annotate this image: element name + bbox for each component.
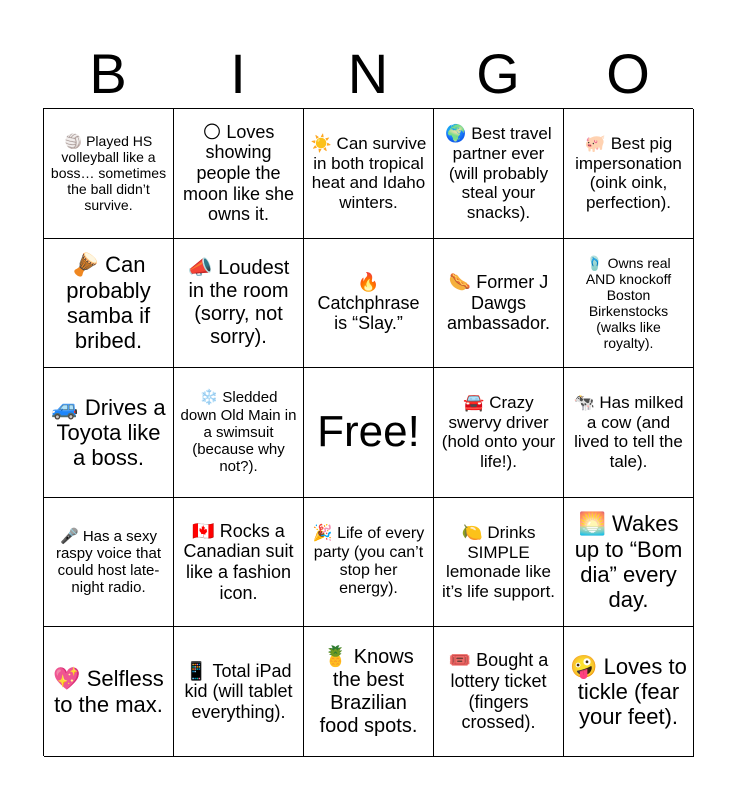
bingo-cell[interactable] [174, 109, 304, 239]
header-letter-o: O [606, 42, 650, 105]
bingo-cell[interactable] [564, 239, 694, 369]
cell-text: 🇨🇦 Rocks a Canadian suit like a fashion icon. [183, 520, 294, 603]
bingo-cell[interactable] [564, 109, 694, 239]
bingo-cell[interactable] [174, 239, 304, 369]
cell-text: 💖 Selfless to the max. [53, 666, 164, 717]
cell-text: 🐖 Best pig impersonation (oink oink, perfection). [575, 134, 682, 212]
bingo-cell[interactable] [304, 239, 434, 369]
header-letter-i: I [230, 42, 246, 105]
cell-text: 🌭 Former J Dawgs ambassador. [446, 271, 551, 334]
cell-text: 🎤 Has a sexy raspy voice that could host late-night radio. [55, 527, 162, 597]
cell-text: 🔥 Catchphrase is “Slay.” [317, 271, 420, 334]
cell-text: 🌅 Wakes up to “Bom dia” every day. [574, 511, 683, 613]
bingo-cell[interactable] [304, 109, 434, 239]
cell-text: 🏐 Played HS volleyball like a boss… sometimes the ball didn’t survive. [50, 133, 167, 214]
bingo-cell[interactable] [44, 239, 174, 369]
cell-text: 🚙 Drives a Toyota like a boss. [51, 394, 166, 471]
bingo-cell[interactable] [304, 498, 434, 628]
cell-text: ☀️ Can survive in both tropical heat and Idaho winters. [310, 134, 427, 212]
bingo-cell[interactable] [564, 627, 694, 757]
bingo-cell[interactable] [304, 627, 434, 757]
header-letter-n: N [347, 42, 389, 105]
cell-text: 📣 Loudest in the room (sorry, not sorry). [187, 256, 290, 348]
cell-text: ❄️ Sledded down Old Main in a swimsuit (because why not?). [180, 389, 297, 476]
bingo-cell[interactable] [434, 627, 564, 757]
bingo-cell[interactable] [564, 498, 694, 628]
bingo-cell[interactable] [434, 239, 564, 369]
cell-text: 🪘 Can probably samba if bribed. [66, 252, 151, 354]
bingo-cell[interactable] [174, 498, 304, 628]
free-space-label: Free! [317, 407, 420, 457]
cell-text: 🚘 Crazy swervy driver (hold onto your life!). [441, 393, 556, 472]
free-space-cell[interactable] [304, 368, 434, 498]
header-letter-g: G [476, 42, 520, 105]
cell-text: 🎟️ Bought a lottery ticket (fingers crossed). [448, 650, 549, 733]
bingo-cell[interactable] [174, 627, 304, 757]
bingo-cell[interactable] [44, 627, 174, 757]
bingo-cell[interactable] [434, 368, 564, 498]
cell-text: 🌍 Best travel partner ever (will probably steal your snacks). [445, 124, 552, 222]
bingo-cell[interactable] [434, 498, 564, 628]
bingo-cell[interactable] [44, 368, 174, 498]
cell-text: 📱 Total iPad kid (will tablet everything). [184, 660, 293, 723]
cell-text: 🐄 Has milked a cow (and lived to tell the tale). [573, 393, 684, 472]
bingo-grid [43, 108, 693, 756]
bingo-cell[interactable] [564, 368, 694, 498]
bingo-cell[interactable] [434, 109, 564, 239]
bingo-cell[interactable] [174, 368, 304, 498]
cell-text: 🤪 Loves to tickle (fear your feet). [570, 653, 687, 730]
cell-text: 🩴 Owns real AND knockoff Boston Birkenstocks (walks like royalty). [585, 254, 672, 352]
bingo-cell[interactable] [44, 498, 174, 628]
cell-text: 🌕 Loves showing people the moon like she owns it. [182, 121, 295, 225]
cell-text: 🎉 Life of every party (you can’t stop her energy). [312, 525, 425, 598]
header-letter-b: B [89, 42, 127, 105]
bingo-header [43, 40, 693, 108]
cell-text: 🍋 Drinks SIMPLE lemonade like it’s life support. [441, 522, 556, 601]
cell-text: 🍍 Knows the best Brazilian food spots. [319, 645, 418, 737]
bingo-cell[interactable] [44, 109, 174, 239]
